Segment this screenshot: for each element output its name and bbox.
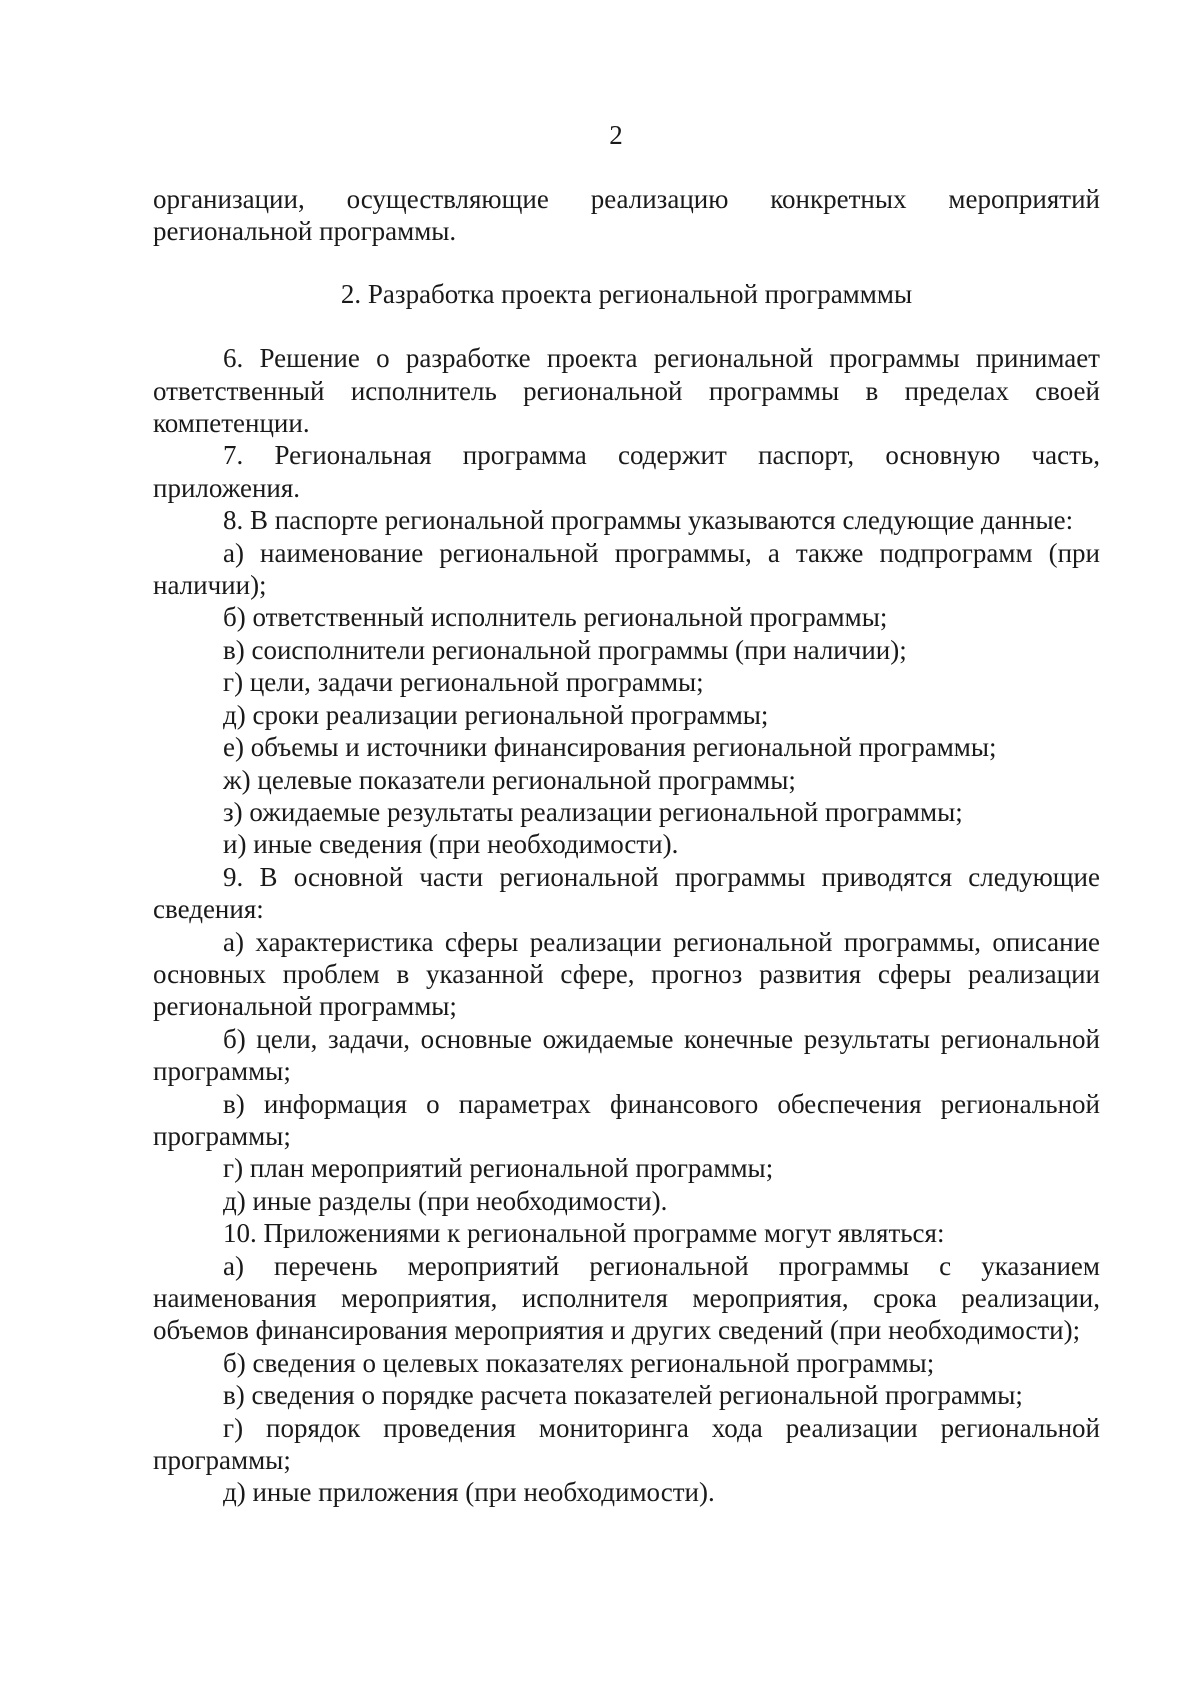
list-item-8i: и) иные сведения (при необходимости). bbox=[223, 829, 679, 860]
list-item-10g: г) порядок проведения мониторинга хода реализации региональной программы; bbox=[153, 1412, 1100, 1476]
list-item-10v: в) сведения о порядке расчета показателей региональной программы; bbox=[223, 1380, 1023, 1411]
list-item-8e: е) объемы и источники финансирования региональной программы; bbox=[223, 732, 997, 763]
list-item-8g: г) цели, задачи региональной программы; bbox=[223, 667, 704, 698]
list-item-8b: б) ответственный исполнитель региональной программы; bbox=[223, 602, 888, 633]
list-item-10b: б) сведения о целевых показателях региональной программы; bbox=[223, 1347, 935, 1378]
page-number: 2 bbox=[609, 120, 623, 150]
list-item-8z: з) ожидаемые результаты реализации региональной программы; bbox=[223, 796, 963, 827]
list-item-8d: д) сроки реализации региональной программы; bbox=[223, 699, 769, 730]
list-item-8v: в) соисполнители региональной программы (при наличии); bbox=[223, 634, 907, 665]
document-body bbox=[153, 183, 1100, 1509]
paragraph-10: 10. Приложениями к региональной программе могут являться: bbox=[223, 1218, 945, 1249]
paragraph-9: 9. В основной части региональной программы приводятся следующие сведения: bbox=[153, 861, 1100, 925]
intro-paragraph: организации, осуществляющие реализацию конкретных мероприятий региональной программы. bbox=[153, 184, 1100, 247]
list-item-9g: г) план мероприятий региональной программы; bbox=[223, 1153, 774, 1184]
paragraph-8: 8. В паспорте региональной программы указываются следующие данные: bbox=[223, 505, 1074, 536]
list-item-10d: д) иные приложения (при необходимости). bbox=[223, 1477, 715, 1508]
paragraph-7: 7. Региональная программа содержит паспорт, основную часть, приложения. bbox=[153, 440, 1100, 503]
list-item-9b: б) цели, задачи, основные ожидаемые конечные результаты региональной программы; bbox=[153, 1023, 1100, 1087]
list-item-8zh: ж) целевые показатели региональной программы; bbox=[223, 764, 796, 795]
list-item-8a: а) наименование региональной программы, а также подпрограмм (при наличии); bbox=[153, 537, 1100, 601]
list-item-9d: д) иные разделы (при необходимости). bbox=[223, 1185, 668, 1216]
list-item-9v: в) информация о параметрах финансового обеспечения региональной программы; bbox=[153, 1088, 1100, 1151]
paragraph-6: 6. Решение о разработке проекта региональной программы принимает ответственный исполнитель региональной программы в пределах своей компетенции. bbox=[153, 343, 1100, 439]
list-item-10a: а) перечень мероприятий региональной программы с указанием наименования мероприятия, исполнителя мероприятия, срока реализации, объемов финансирования мероприятия и других сведений (при необходимости); bbox=[153, 1250, 1100, 1346]
list-item-9a: а) характеристика сферы реализации региональной программы, описание основных проблем в указанной сфере, прогноз развития сферы реализации региональной программы; bbox=[153, 926, 1100, 1022]
section-heading: 2. Разработка проекта региональной программмы bbox=[340, 278, 913, 309]
